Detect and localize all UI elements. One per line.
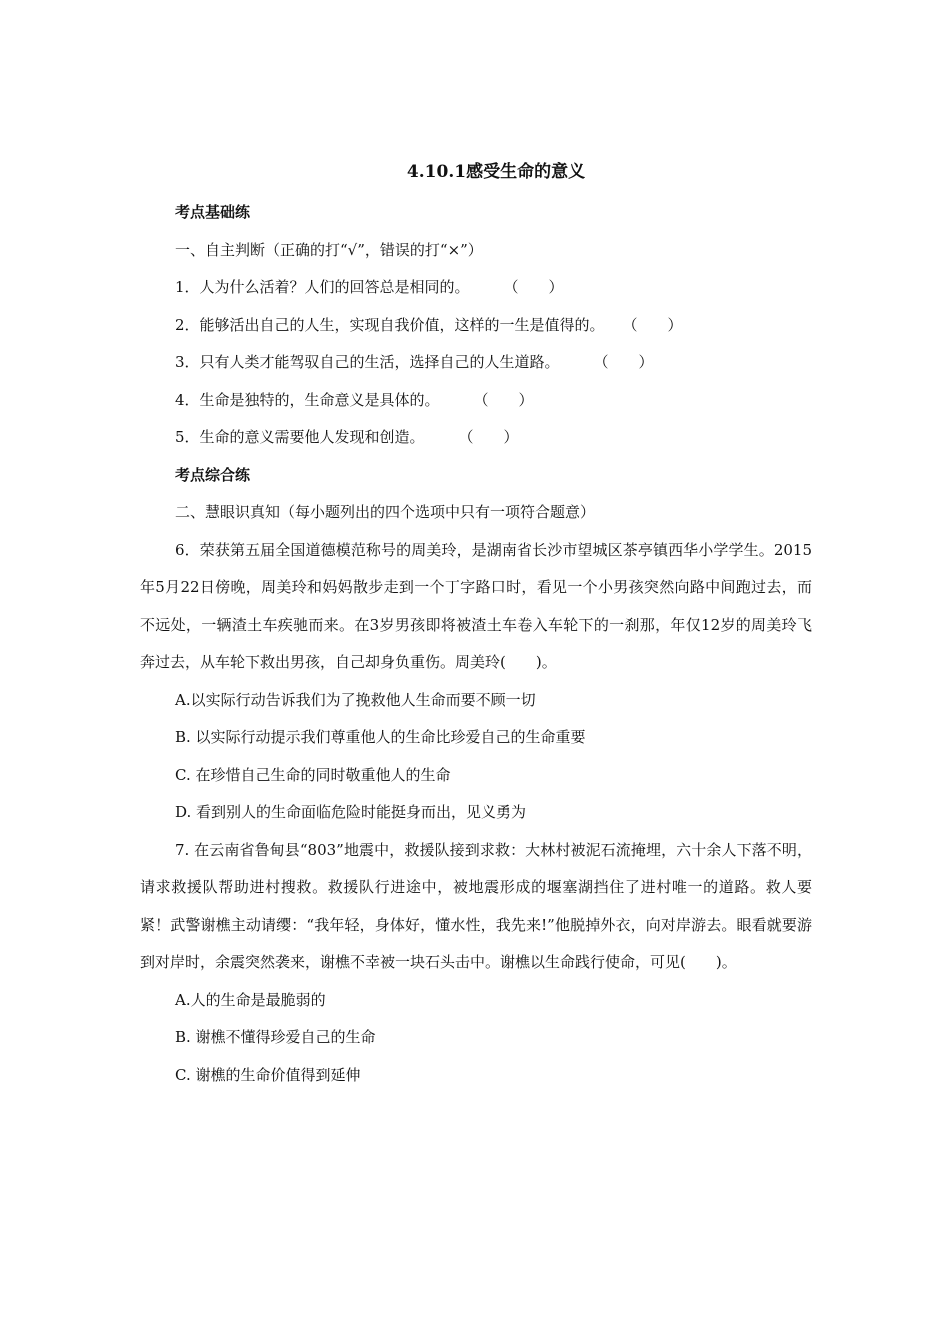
answer-blank: （ ） bbox=[473, 390, 534, 409]
judgement-item-1 bbox=[140, 269, 812, 307]
section1-instruction: 一、自主判断（正确的打“√”，错误的打“×”） bbox=[175, 240, 483, 259]
judgement-item-2 bbox=[140, 307, 812, 345]
question-6-option-b: B. 以实际行动提示我们尊重他人的生命比珍爱自己的生命重要 bbox=[175, 728, 586, 746]
judgement-item-text: 5．生命的意义需要他人发现和创造。 bbox=[175, 428, 425, 446]
judgement-item-text: 1．人为什么活着？人们的回答总是相同的。 bbox=[175, 278, 470, 296]
judgement-item-text: 2．能够活出自己的人生，实现自我价值，这样的一生是值得的。 bbox=[175, 315, 605, 334]
question-7-stem: 7. 在云南省鲁甸县“803”地震中，救援队接到求救：大林村被泥石流掩埋，六十余人下落不明，请求救援队帮助进村搜救。救援队行进途中，被地震形成的堰塞湖挡住了进村唯一的道路。救人要紧！武警谢樵主动请缨：“我年轻，身体好，懂水性，我先来!”他脱掉外衣，向对岸游去。眼看就要游到对岸时，余震突然袭来，谢樵不幸被一块石头击中。谢樵以生命践行使命，可见( )。 bbox=[140, 840, 812, 971]
answer-blank: （ ） bbox=[593, 353, 654, 371]
question-6-option-d: D. 看到别人的生命面临危险时能挺身而出，见义勇为 bbox=[175, 803, 527, 821]
section1-heading: 考点基础练 bbox=[175, 203, 251, 221]
question-6-stem: 6．荣获第五届全国道德模范称号的周美玲，是湖南省长沙市望城区茶亭镇西华小学学生。2015年5月22日傍晚，周美玲和妈妈散步走到一个丁字路口时，看见一个小男孩突然向路中间跑过去，而不远处，一辆渣土车疾驰而来。在3岁男孩即将被渣土车卷入车轮下的一刹那，年仅12岁的周美玲飞奔过去，从车轮下救出男孩，自己却身负重伤。周美玲( )。 bbox=[140, 540, 812, 671]
section2-heading: 考点综合练 bbox=[175, 465, 251, 484]
question-7-option-b: B. 谢樵不懂得珍爱自己的生命 bbox=[175, 1028, 376, 1046]
judgement-item-3 bbox=[140, 344, 812, 382]
document-title: 4.10.1感受生命的意义 bbox=[406, 162, 586, 182]
question-6-option-a: A.以实际行动告诉我们为了挽救他人生命而要不顾一切 bbox=[175, 690, 536, 709]
judgement-item-5 bbox=[140, 419, 812, 457]
section2-instruction: 二、慧眼识真知（每小题列出的四个选项中只有一项符合题意） bbox=[175, 503, 596, 521]
judgement-item-text: 4．生命是独特的，生命意义是具体的。 bbox=[175, 390, 440, 409]
judgement-item-text: 3．只有人类才能驾驭自己的生活，选择自己的人生道路。 bbox=[175, 353, 560, 371]
answer-blank: （ ） bbox=[622, 315, 683, 334]
document-page bbox=[140, 160, 812, 1094]
question-6-option-c: C. 在珍惜自己生命的同时敬重他人的生命 bbox=[175, 765, 451, 784]
question-7-option-a: A.人的生命是最脆弱的 bbox=[175, 990, 326, 1009]
answer-blank: （ ） bbox=[503, 278, 564, 296]
question-7-option-c: C. 谢樵的生命价值得到延伸 bbox=[175, 1065, 361, 1084]
judgement-item-4 bbox=[140, 382, 812, 420]
answer-blank: （ ） bbox=[458, 428, 519, 446]
